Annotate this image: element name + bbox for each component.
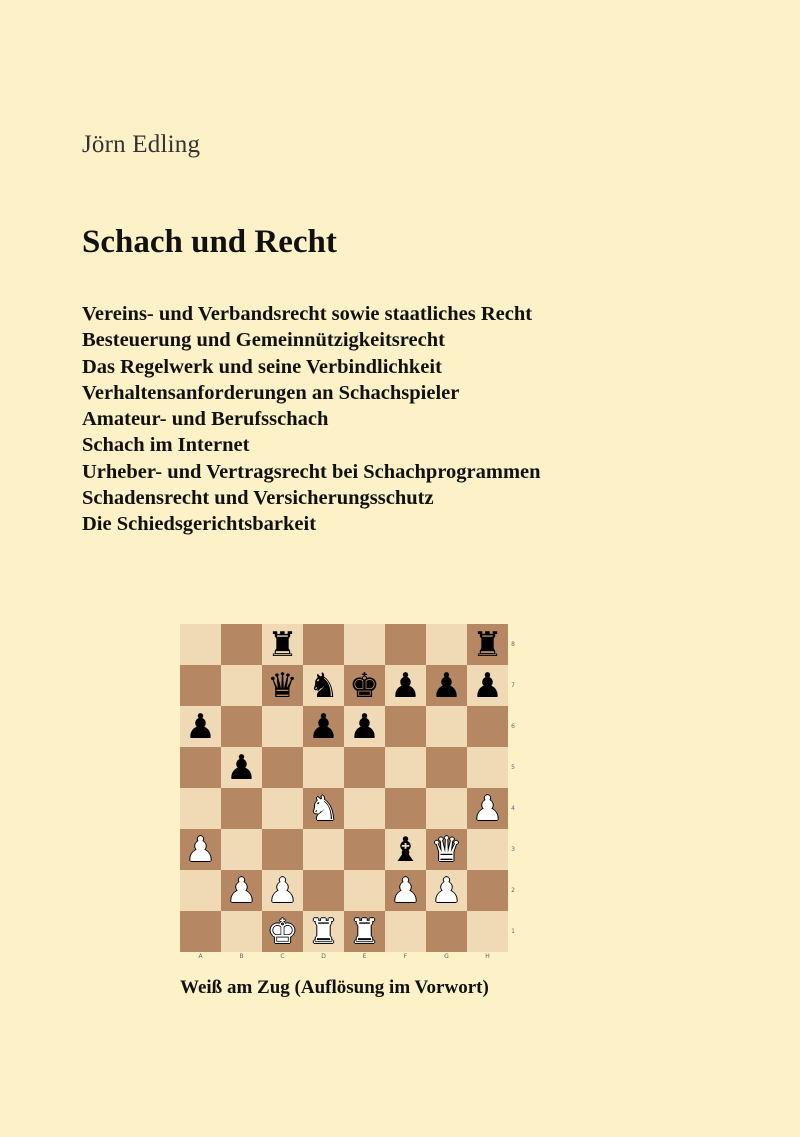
rank-label: 5: [511, 764, 515, 771]
board-square: [426, 829, 467, 870]
black-knight-icon: ♞: [308, 665, 339, 706]
black-pawn-icon: ♟: [472, 665, 503, 706]
chess-diagram: [180, 624, 517, 961]
board-square: [180, 870, 221, 911]
board-square: [467, 870, 508, 911]
board-square: [303, 624, 344, 665]
board-square: [262, 665, 303, 706]
board-square: [426, 665, 467, 706]
rank-label: 6: [511, 723, 515, 730]
board-square: [221, 788, 262, 829]
board-square: [344, 706, 385, 747]
board-square: [426, 788, 467, 829]
topic-item: Verhaltensanforderungen an Schachspieler: [82, 381, 460, 404]
black-pawn-icon: ♟: [431, 665, 462, 706]
board-square: [303, 665, 344, 706]
author-name: Jörn Edling: [82, 131, 201, 158]
board-square: [303, 747, 344, 788]
black-pawn-icon: ♟: [185, 706, 216, 747]
white-rook-icon: ♜: [349, 911, 380, 952]
topic-item: Schach im Internet: [82, 434, 250, 457]
board-square: [221, 829, 262, 870]
board-square: [467, 706, 508, 747]
board-square: [467, 788, 508, 829]
board-square: [303, 788, 344, 829]
white-pawn-icon: ♟: [472, 788, 503, 829]
diagram-caption: Weiß am Zug (Auflösung im Vorwort): [180, 977, 489, 998]
board-square: [262, 624, 303, 665]
rank-label: 1: [511, 928, 515, 935]
white-knight-icon: ♞: [308, 788, 339, 829]
board-square: [180, 911, 221, 952]
board-square: [385, 706, 426, 747]
board-square: [344, 788, 385, 829]
board-square: [262, 747, 303, 788]
topic-list: [82, 301, 541, 538]
topic-item: Das Regelwerk und seine Verbindlichkeit: [82, 355, 442, 378]
board-square: [385, 911, 426, 952]
board-square: [467, 747, 508, 788]
board-square: [467, 911, 508, 952]
board-square: [344, 665, 385, 706]
board-square: [344, 911, 385, 952]
file-label: A: [198, 953, 203, 960]
rank-label: 2: [511, 887, 515, 894]
board-square: [385, 829, 426, 870]
white-king-icon: ♚: [267, 911, 298, 952]
rank-label: 4: [511, 805, 515, 812]
topic-item: Vereins- und Verbandsrecht sowie staatliches Recht: [82, 303, 533, 325]
board-square: [385, 870, 426, 911]
black-rook-icon: ♜: [472, 624, 503, 665]
file-label: G: [444, 953, 449, 960]
board-square: [180, 788, 221, 829]
white-pawn-icon: ♟: [431, 870, 462, 911]
file-labels: [180, 953, 508, 961]
board-square: [426, 911, 467, 952]
board-square: [426, 706, 467, 747]
board-square: [262, 706, 303, 747]
board-square: [180, 706, 221, 747]
board-square: [262, 870, 303, 911]
board-square: [262, 829, 303, 870]
board-square: [221, 624, 262, 665]
white-pawn-icon: ♟: [226, 870, 257, 911]
topic-item: Die Schiedsgerichtsbarkeit: [82, 513, 317, 536]
rank-labels: [509, 624, 517, 952]
rank-label: 8: [511, 641, 515, 648]
white-queen-icon: ♛: [431, 829, 462, 870]
book-title: Schach und Recht: [82, 224, 337, 260]
board-square: [180, 829, 221, 870]
chessboard: [180, 624, 508, 952]
topic-item: Schadensrecht und Versicherungsschutz: [82, 487, 434, 510]
board-square: [385, 624, 426, 665]
board-square: [303, 870, 344, 911]
board-square: [467, 829, 508, 870]
black-queen-icon: ♛: [267, 665, 298, 706]
black-pawn-icon: ♟: [349, 706, 380, 747]
board-square: [467, 624, 508, 665]
board-square: [426, 624, 467, 665]
board-square: [344, 747, 385, 788]
rank-label: 3: [511, 846, 515, 853]
file-label: D: [321, 953, 326, 960]
board-square: [303, 829, 344, 870]
topic-item: Amateur- und Berufsschach: [82, 408, 329, 431]
board-square: [221, 665, 262, 706]
board-square: [262, 788, 303, 829]
board-square: [303, 911, 344, 952]
file-label: E: [362, 953, 367, 960]
board-square: [344, 870, 385, 911]
board-square: [221, 747, 262, 788]
black-rook-icon: ♜: [267, 624, 298, 665]
board-square: [180, 665, 221, 706]
board-square: [303, 706, 344, 747]
topic-item: Besteuerung und Gemeinnützigkeitsrecht: [82, 329, 445, 352]
white-rook-icon: ♜: [308, 911, 339, 952]
board-square: [221, 911, 262, 952]
board-square: [426, 870, 467, 911]
black-bishop-icon: ♝: [390, 829, 421, 870]
file-label: F: [403, 953, 408, 960]
file-label: C: [280, 953, 285, 960]
topic-item: Urheber- und Vertragsrecht bei Schachprogrammen: [82, 460, 541, 483]
board-square: [467, 665, 508, 706]
board-square: [180, 624, 221, 665]
black-king-icon: ♚: [349, 665, 380, 706]
board-square: [385, 788, 426, 829]
black-pawn-icon: ♟: [226, 747, 257, 788]
board-square: [385, 747, 426, 788]
white-pawn-icon: ♟: [390, 870, 421, 911]
rank-label: 7: [511, 682, 515, 689]
board-square: [221, 870, 262, 911]
board-square: [262, 911, 303, 952]
board-square: [426, 747, 467, 788]
file-label: H: [485, 953, 490, 960]
board-square: [385, 665, 426, 706]
board-square: [344, 829, 385, 870]
black-pawn-icon: ♟: [390, 665, 421, 706]
board-square: [344, 624, 385, 665]
board-square: [221, 706, 262, 747]
black-pawn-icon: ♟: [308, 706, 339, 747]
white-pawn-icon: ♟: [267, 870, 298, 911]
file-label: B: [239, 953, 244, 960]
white-pawn-icon: ♟: [185, 829, 216, 870]
board-square: [180, 747, 221, 788]
